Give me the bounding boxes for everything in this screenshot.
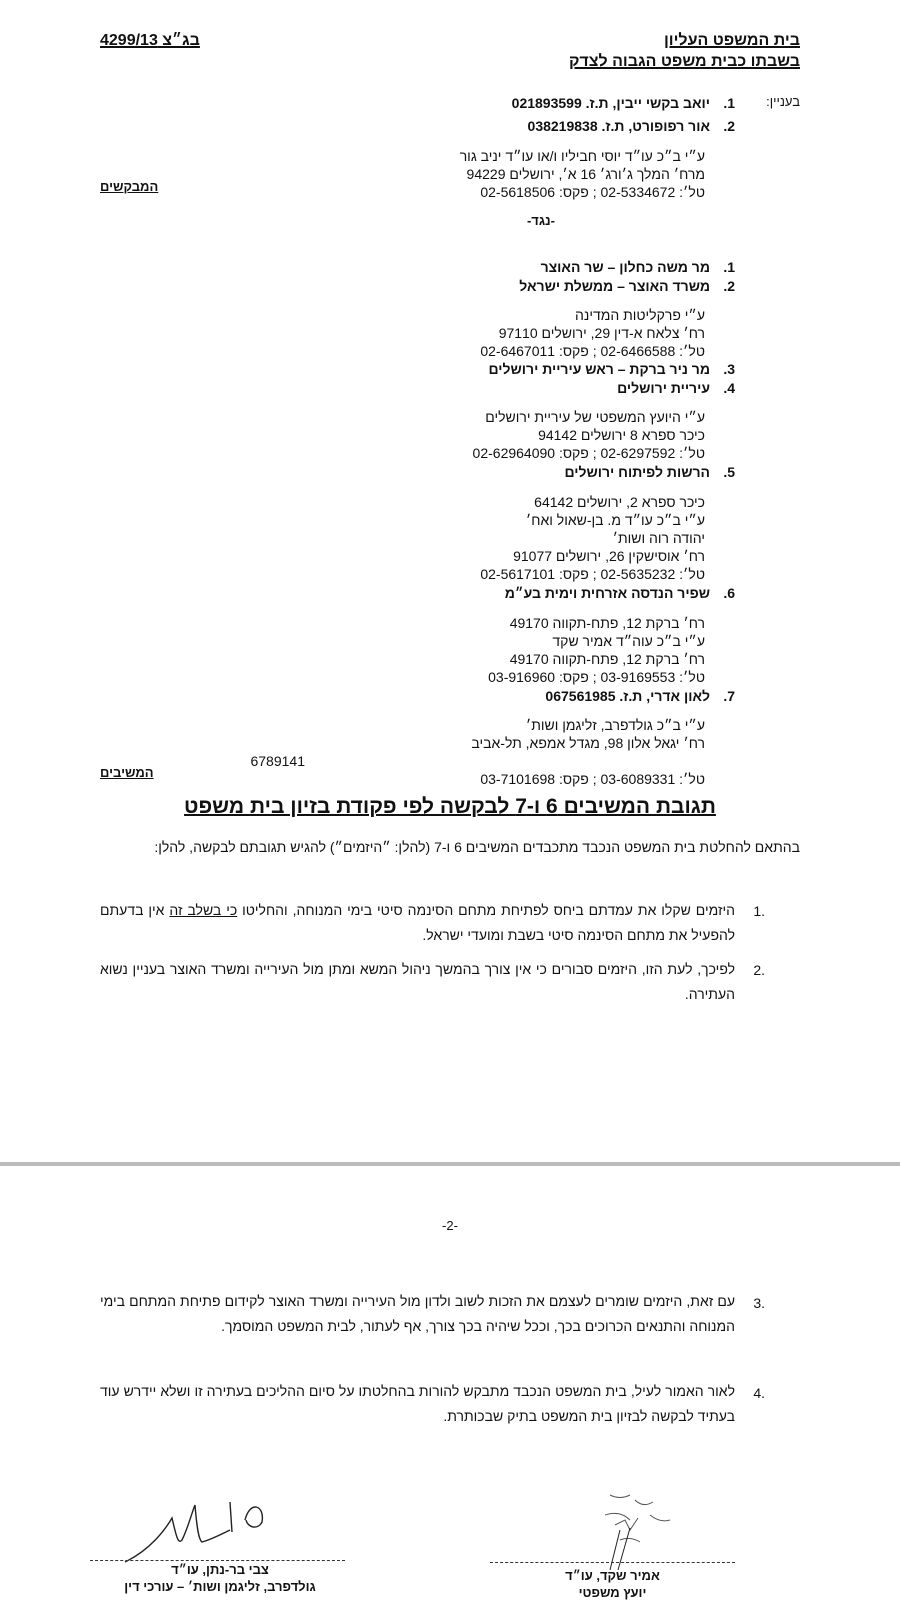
address-line: 6789141 — [250, 753, 305, 769]
respondent-7-address — [250, 716, 705, 788]
entry-number: 1. — [723, 259, 735, 275]
in-re-label: בעניין: — [766, 94, 800, 109]
entry-number: 1. — [723, 95, 735, 111]
paragraph-number: .2 — [753, 962, 765, 978]
versus-label: -נגד- — [526, 213, 555, 228]
respondent-4 — [617, 379, 735, 397]
respondent-4-address — [473, 408, 705, 462]
case-number: בג״צ 4299/13 — [100, 32, 200, 49]
address-line: ע״י היועץ המשפטי של עיריית ירושלים — [485, 409, 705, 425]
respondent-2-address — [480, 306, 705, 360]
address-line: ע״י ב״כ גולדפרב, זליגמן ושות׳ — [525, 717, 705, 733]
address-line: כיכר ספרא 8 ירושלים 94142 — [538, 427, 705, 443]
respondent-7 — [545, 687, 735, 705]
entry-number: 6. — [723, 585, 735, 601]
address-line: רח׳ יגאל אלון 98, מגדל אמפא, תל-אביב — [471, 735, 705, 751]
petitioner-1 — [512, 94, 735, 112]
address-line: רח׳ ברקת 12, פתח-תקווה 49170 — [509, 651, 705, 667]
signature-line — [490, 1562, 735, 1563]
paragraph-number: .1 — [753, 903, 765, 919]
paragraph-2: לפיכך, לעת הזו, היזמים סבורים כי אין צורך בהמשך ניהול המשא ומתן מול העירייה ומשרד האוצר בעניין נשוא העתירה. — [100, 961, 735, 1002]
page-number: -2- — [442, 1218, 458, 1233]
paragraph-number: .3 — [753, 1295, 765, 1311]
address-line: ע״י פרקליטות המדינה — [575, 307, 705, 323]
paragraph-3: עם זאת, היזמים שומרים לעצמם את הזכות לשוב ולדון מול העירייה ומשרד האוצר לקידום פתיחת המתחם בימי המנוחה והתנאים הכרוכים בכך, וככל שיהיה בכך צורך, אף לעתור, לבית המשפט המוסמך. — [100, 1293, 735, 1334]
entry-name: הרשות לפיתוח ירושלים — [564, 464, 710, 480]
entry-name: לאון אדרי, ת.ז. 067561985 — [545, 688, 710, 704]
respondent-5-address — [480, 493, 705, 583]
respondent-3 — [488, 360, 735, 378]
petitioner-2 — [528, 117, 735, 135]
address-line: ע״י ב״כ עו״ד מ. בן-שאול ואח׳ — [525, 512, 705, 528]
paragraph-text: אין בדעתם להפעיל את מתחם הסינמה סיטי בשבת ומועדי ישראל. — [100, 902, 735, 943]
court-subtitle: בשבתו כבית משפט הגבוה לצדק — [568, 53, 800, 70]
entry-number: 7. — [723, 688, 735, 704]
entry-name: אור רפופורט, ת.ז. 038219838 — [527, 118, 710, 134]
entry-number: 2. — [723, 118, 735, 134]
respondent-6-address — [488, 614, 705, 686]
address-line: מרח׳ המלך ג׳ורג׳ 16 א׳, ירושלים 94229 — [466, 166, 705, 182]
respondent-2 — [519, 277, 735, 295]
paragraph-4: לאור האמור לעיל, בית המשפט הנכבד מתבקש להורות בהחלטתו על סיום ההליכים בעתירה זו ושלא יידרש עוד בעתיד לבקשה לבזיון בית המשפט בתיק שבכותרת. — [100, 1383, 735, 1424]
entry-name: משרד האוצר – ממשלת ישראל — [519, 278, 710, 294]
signatory-name: אמיר שקד, עו״ד — [565, 1568, 660, 1583]
address-line: טל׳: 03-6089331 ; פקס: 03-7101698 — [480, 771, 705, 787]
respondent-1 — [541, 258, 735, 276]
paragraph-text: היזמים שקלו את עמדתם ביחס לפתיחת מתחם הסינמה סיטי בימי המנוחה, והחליטו — [237, 902, 735, 918]
page-break — [0, 1162, 900, 1166]
entry-name: שפיר הנדסה אזרחית וימית בע״מ — [504, 585, 710, 601]
entry-number: 4. — [723, 380, 735, 396]
address-line: טל׳: 02-5635232 ; פקס: 02-5617101 — [480, 566, 705, 582]
entry-name: מר ניר ברקת – ראש עיריית ירושלים — [488, 361, 710, 377]
address-line: טל׳: 02-5334672 ; פקס: 02-5618506 — [480, 184, 705, 200]
signature-left — [80, 1490, 280, 1565]
signature-stamp-right — [580, 1490, 710, 1570]
address-line: טל׳: 02-6466588 ; פקס: 02-6467011 — [480, 343, 705, 359]
address-line: טל׳: 02-6297592 ; פקס: 02-62964090 — [472, 445, 705, 461]
entry-number: 2. — [723, 278, 735, 294]
entry-number: 5. — [723, 464, 735, 480]
court-name: בית המשפט העליון — [663, 32, 800, 49]
petitioners-label: המבקשים — [100, 179, 159, 194]
address-line: רח׳ ברקת 12, פתח-תקווה 49170 — [509, 615, 705, 631]
signatory-name: צבי בר-נתן, עו״ד — [171, 1562, 269, 1577]
paragraph-number: .4 — [753, 1385, 765, 1401]
respondent-5 — [564, 463, 735, 481]
entry-number: 3. — [723, 361, 735, 377]
signatory-role: יועץ משפטי — [578, 1585, 647, 1600]
entry-name: עיריית ירושלים — [617, 380, 710, 396]
paragraph-1 — [100, 898, 735, 948]
address-line: ע״י ב״כ עוה״ד אמיר שקד — [552, 633, 705, 649]
address-line: יהודה רוה ושות׳ — [612, 530, 705, 546]
respondent-6 — [505, 584, 735, 602]
address-line: רח׳ צלאח א-דין 29, ירושלים 97110 — [498, 325, 705, 341]
address-line: כיכר ספרא 2, ירושלים 64142 — [534, 494, 705, 510]
intro-paragraph: בהתאם להחלטת בית המשפט הנכבד מתכבדים המשיבים 6 ו-7 (להלן: ״היזמים״) להגיש תגובתם לבקשה, להלן: — [154, 839, 800, 855]
respondents-label: המשיבים — [100, 765, 154, 780]
underlined-text: כי בשלב זה — [169, 902, 238, 918]
signatory-role: גולדפרב, זליגמן ושות׳ – עורכי דין — [124, 1579, 316, 1594]
entry-name: מר משה כחלון – שר האוצר — [540, 259, 710, 275]
petitioners-counsel — [460, 147, 705, 201]
address-line: רח׳ אוסישקין 26, ירושלים 91077 — [513, 548, 705, 564]
signatory-left — [80, 1561, 360, 1595]
entry-name: יואב בקשי ייבין, ת.ז. 021893599 — [511, 95, 710, 111]
document-title: תגובת המשיבים 6 ו-7 לבקשה לפי פקודת בזיון בית משפט — [184, 795, 716, 818]
address-line: ע״י ב״כ עו״ד יוסי חביליו ו/או עו״ד יניב גור — [459, 148, 705, 164]
signatory-right — [490, 1567, 735, 1600]
address-line: טל׳: 03-9169553 ; פקס: 03-916960 — [488, 669, 705, 685]
